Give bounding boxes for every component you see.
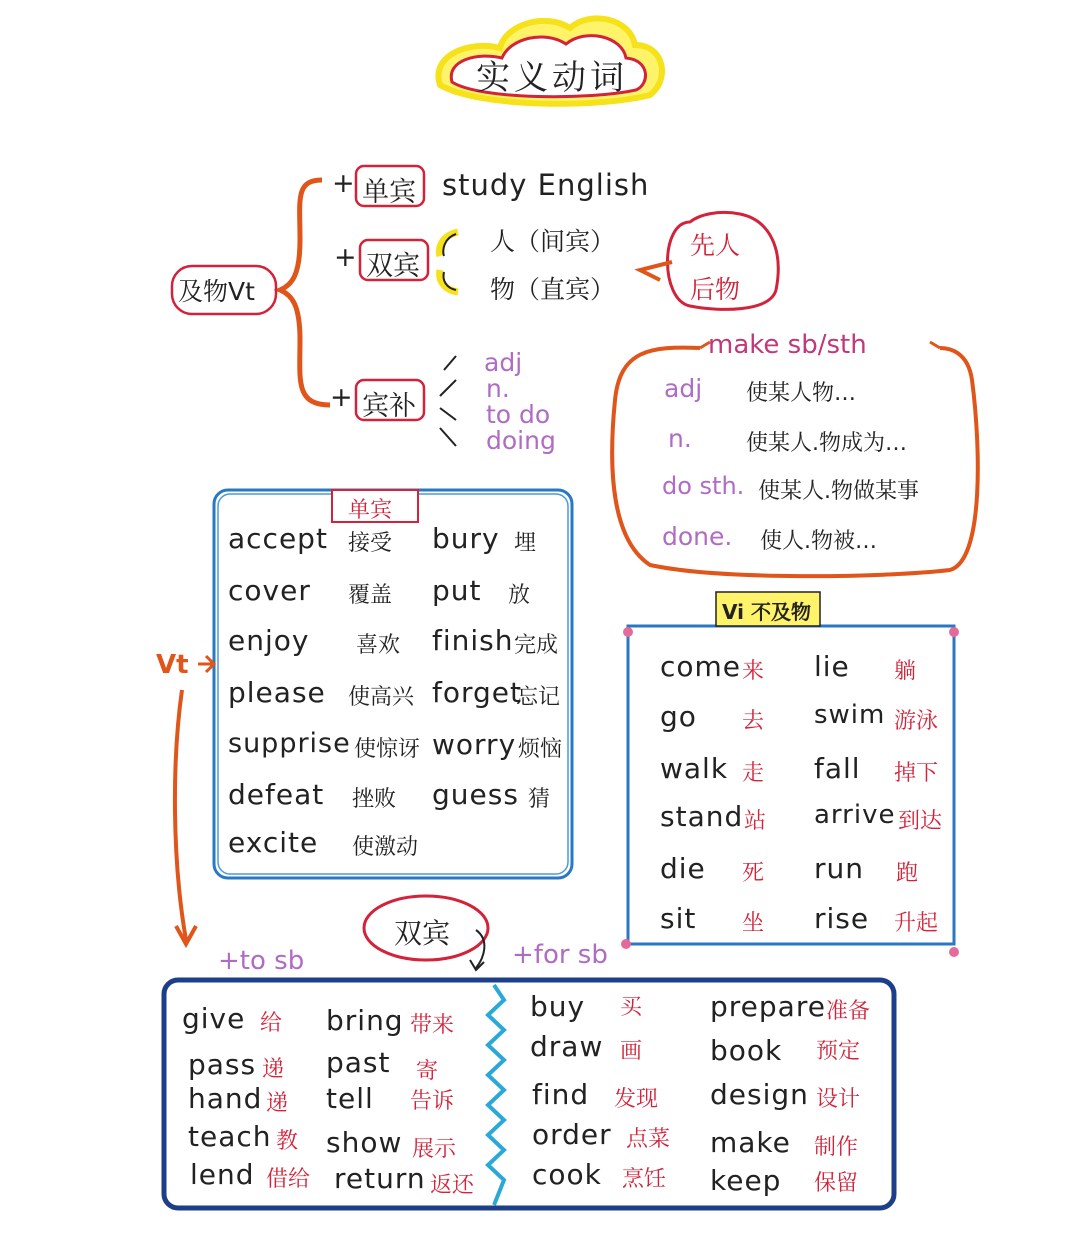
make-row-form-3: do sth. xyxy=(662,472,745,500)
for-word: keep xyxy=(710,1164,782,1197)
single-word: excite xyxy=(228,826,319,859)
vi-word-cn: 死 xyxy=(742,861,765,886)
make-row-form-2: n. xyxy=(668,424,692,453)
single-word-cn: 烦恼 xyxy=(518,737,563,762)
for-word-cn: 画 xyxy=(620,1039,643,1064)
to-word-cn: 返还 xyxy=(430,1173,475,1198)
single-word-cn: 放 xyxy=(508,583,531,608)
single-word-cn: 挫败 xyxy=(352,787,397,812)
single-word: enjoy xyxy=(228,624,310,657)
for-word: buy xyxy=(530,990,586,1023)
to-word: return xyxy=(334,1162,426,1195)
single-word-cn: 完成 xyxy=(514,633,559,658)
for-word-cn: 预定 xyxy=(816,1039,861,1064)
for-word: cook xyxy=(532,1158,602,1191)
to-word-cn: 教 xyxy=(276,1129,299,1154)
vi-word: come xyxy=(660,650,742,683)
single-word: cover xyxy=(228,574,311,607)
vi-word-cn: 掉下 xyxy=(894,761,939,786)
main-brace xyxy=(280,180,330,405)
vi-word-cn: 跑 xyxy=(896,861,919,886)
for-word-cn: 点菜 xyxy=(626,1127,671,1152)
vi-word-cn: 到达 xyxy=(898,809,943,834)
single-word: accept xyxy=(228,522,328,555)
single-word-cn: 接受 xyxy=(348,531,393,556)
to-word: show xyxy=(326,1126,403,1159)
to-word: bring xyxy=(326,1004,404,1037)
to-word: past xyxy=(326,1046,391,1079)
double-item-thing: 物（直宾） xyxy=(490,275,616,304)
single-word: worry xyxy=(432,728,517,761)
for-word-cn: 设计 xyxy=(816,1087,861,1112)
single-box-label: 单宾 xyxy=(348,498,393,523)
plus-complement: + xyxy=(330,382,353,413)
vi-word: die xyxy=(660,852,706,885)
plus-single: + xyxy=(332,168,355,199)
for-word: design xyxy=(710,1078,809,1111)
for-word: find xyxy=(532,1078,590,1111)
double-label: 双宾 xyxy=(366,251,420,282)
complement-adj: adj xyxy=(484,348,523,377)
page-title: 实义动词 xyxy=(476,58,628,98)
make-row-form-4: done. xyxy=(662,522,733,551)
for-word-cn: 发现 xyxy=(614,1087,659,1112)
make-box-title: make sb/sth xyxy=(708,330,867,360)
vi-word: go xyxy=(660,700,697,733)
to-word: give xyxy=(182,1002,246,1035)
vi-word: stand xyxy=(660,800,744,833)
vi-box-label: Vi 不及物 xyxy=(722,600,811,624)
double-item-person: 人（间宾） xyxy=(490,227,616,256)
to-word-cn: 带来 xyxy=(410,1013,455,1038)
for-word-cn: 买 xyxy=(620,995,643,1020)
single-word-cn: 覆盖 xyxy=(348,583,393,608)
single-word-cn: 使高兴 xyxy=(348,685,415,710)
vi-word-cn: 来 xyxy=(742,659,765,684)
single-word-cn: 忘记 xyxy=(516,685,561,710)
complement-doing: doing xyxy=(486,426,556,455)
vi-word: swim xyxy=(814,700,886,730)
vi-word-cn: 升起 xyxy=(894,911,939,936)
note-first: 先人 xyxy=(690,231,741,260)
vi-word-cn: 游泳 xyxy=(894,709,939,734)
to-word-cn: 给 xyxy=(260,1011,283,1036)
root-label: 及物Vt xyxy=(178,277,255,306)
for-word: make xyxy=(710,1126,791,1159)
for-word: order xyxy=(532,1118,612,1151)
to-sb-label: +to sb xyxy=(218,946,305,976)
to-word: pass xyxy=(188,1048,257,1081)
single-word: supprise xyxy=(228,728,351,759)
zigzag-divider xyxy=(488,985,504,1205)
plus-double: + xyxy=(334,242,357,273)
single-label: 单宾 xyxy=(362,177,416,208)
to-word: tell xyxy=(326,1082,374,1115)
vi-word-cn: 躺 xyxy=(894,659,917,684)
complement-todo: to do xyxy=(486,400,551,429)
vi-word-cn: 站 xyxy=(744,809,767,834)
single-word: put xyxy=(432,574,482,607)
vt-side-label: Vt xyxy=(156,650,189,680)
for-word: draw xyxy=(530,1030,604,1063)
complement-n: n. xyxy=(486,374,510,403)
to-word-cn: 递 xyxy=(262,1057,285,1082)
single-word: finish xyxy=(432,624,514,657)
for-sb-label: +for sb xyxy=(512,940,608,970)
for-word-cn: 保留 xyxy=(814,1171,859,1196)
single-word-cn: 埋 xyxy=(514,531,537,556)
to-word-cn: 寄 xyxy=(416,1059,439,1084)
to-word-cn: 展示 xyxy=(412,1137,457,1162)
vi-word: arrive xyxy=(814,800,896,830)
to-word: hand xyxy=(188,1082,263,1115)
single-word: bury xyxy=(432,522,500,555)
vi-word-cn: 去 xyxy=(742,709,765,734)
vi-word: fall xyxy=(814,752,861,785)
single-word: defeat xyxy=(228,778,325,811)
note-second: 后物 xyxy=(690,275,741,304)
vi-word: run xyxy=(814,852,865,885)
single-word: forget xyxy=(432,676,522,709)
for-word: book xyxy=(710,1034,783,1067)
double-box-label: 双宾 xyxy=(394,917,451,950)
single-word-cn: 猜 xyxy=(528,787,551,812)
single-word-cn: 使激动 xyxy=(352,835,419,860)
single-example: study English xyxy=(442,168,650,202)
vi-word-cn: 走 xyxy=(742,761,765,786)
for-word-cn: 准备 xyxy=(826,999,871,1024)
vi-word: walk xyxy=(660,752,729,785)
single-word-cn: 喜欢 xyxy=(356,633,401,658)
single-word-cn: 使惊讶 xyxy=(354,737,421,762)
single-word: guess xyxy=(432,778,519,811)
make-row-meaning-3: 使某人.物做某事 xyxy=(758,479,919,504)
single-word: please xyxy=(228,676,326,709)
vi-word-cn: 坐 xyxy=(742,911,765,936)
make-row-meaning-4: 使人.物被… xyxy=(760,529,877,554)
to-word-cn: 借给 xyxy=(266,1167,311,1192)
to-word: teach xyxy=(188,1120,272,1153)
make-row-meaning-1: 使某人物… xyxy=(746,381,857,406)
make-row-meaning-2: 使某人.物成为… xyxy=(746,431,907,456)
to-word-cn: 递 xyxy=(266,1091,289,1116)
vi-word: sit xyxy=(660,902,697,935)
for-word: prepare xyxy=(710,990,826,1023)
to-word-cn: 告诉 xyxy=(410,1089,455,1114)
vt-arrow xyxy=(175,690,186,940)
for-word-cn: 烹饪 xyxy=(622,1167,667,1192)
make-row-form-1: adj xyxy=(664,374,703,403)
to-word: lend xyxy=(190,1158,255,1191)
vi-word: lie xyxy=(814,650,850,683)
for-word-cn: 制作 xyxy=(814,1135,859,1160)
vi-word: rise xyxy=(814,902,870,935)
complement-label: 宾补 xyxy=(362,391,416,422)
